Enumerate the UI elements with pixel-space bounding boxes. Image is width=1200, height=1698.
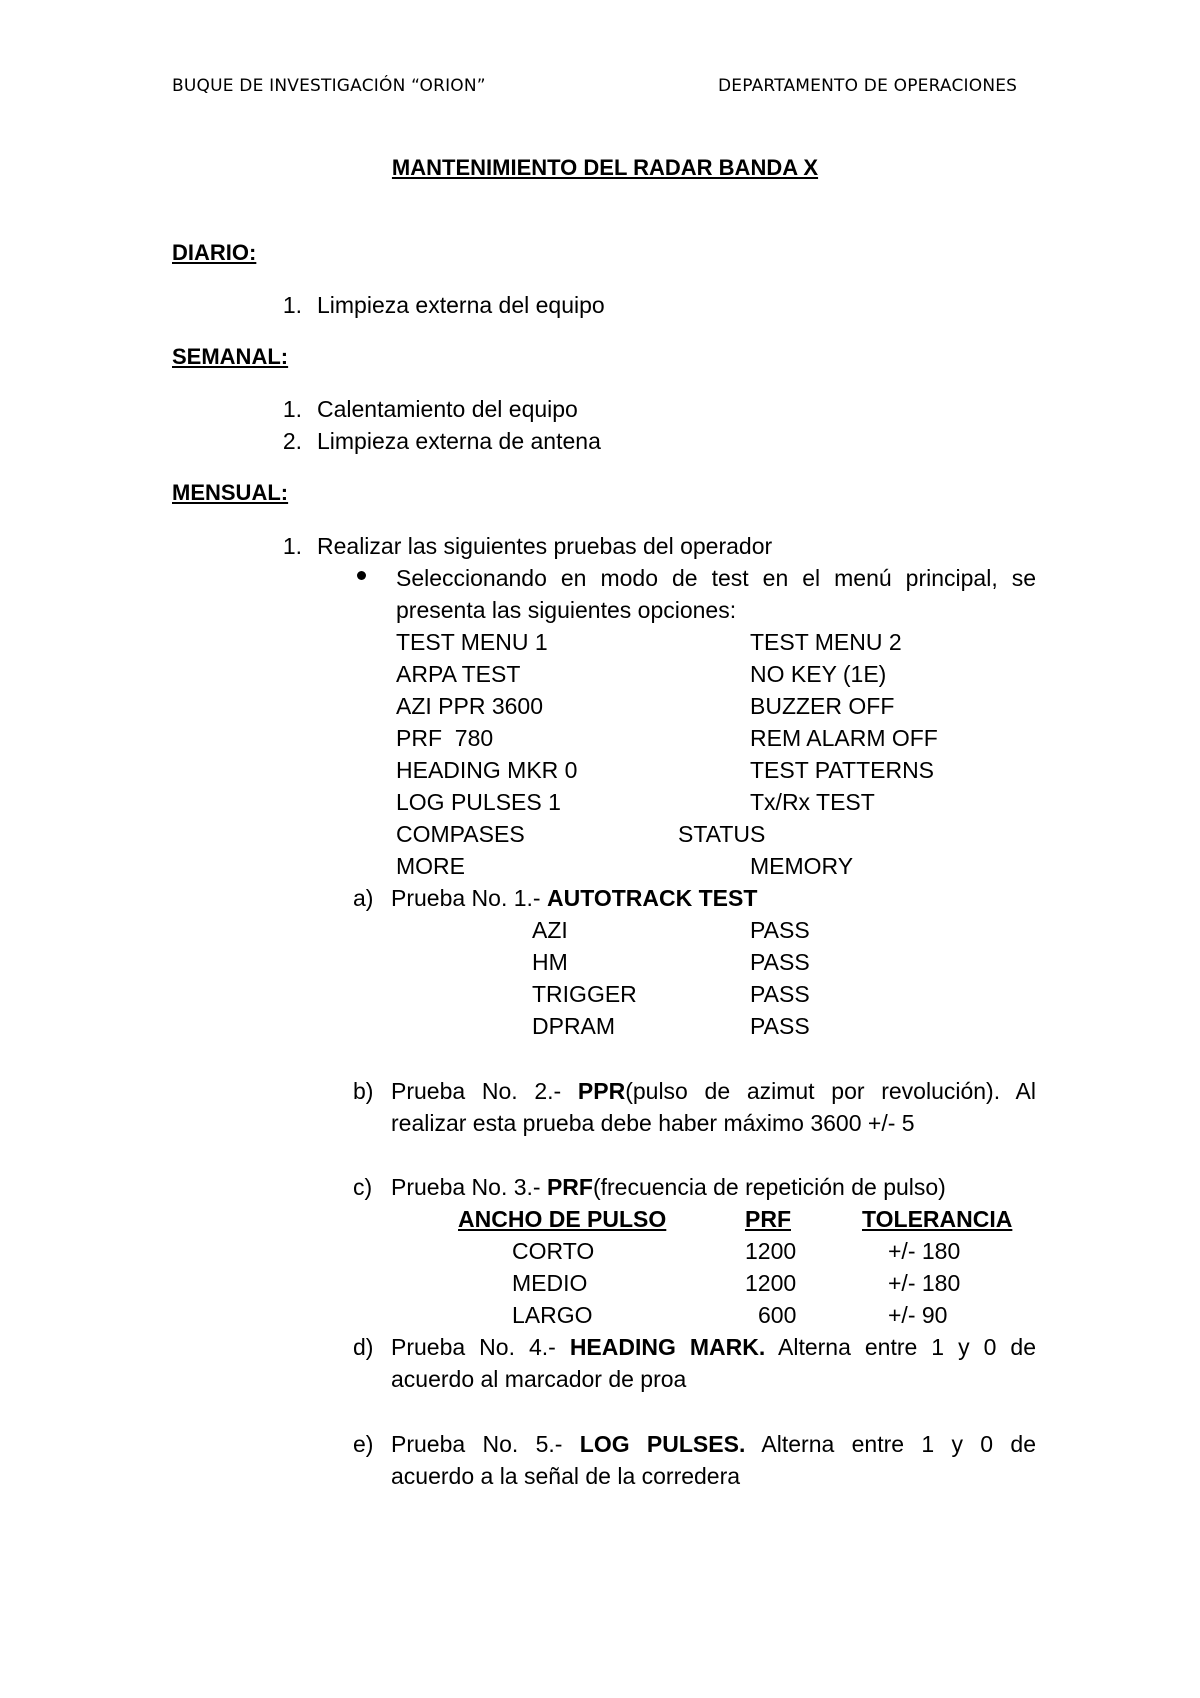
menu-option: BUZZER OFF — [750, 693, 895, 719]
test-e-name: LOG PULSES. — [579, 1431, 746, 1457]
menu-option: TEST MENU 1 — [396, 629, 548, 655]
table-cell: 1200 — [745, 1238, 797, 1264]
list-number: 2. — [282, 428, 302, 454]
test-label: d) — [353, 1334, 374, 1360]
test-d-line2: acuerdo al marcador de proa — [391, 1366, 687, 1392]
test-a-line: Prueba No. 1.- AUTOTRACK TEST — [391, 885, 758, 911]
menu-option: ARPA TEST — [396, 661, 521, 687]
test-b-name: PPR — [577, 1078, 626, 1104]
list-item: Realizar las siguientes pruebas del operador — [317, 533, 773, 559]
list-item: Limpieza externa del equipo — [317, 292, 605, 318]
test-label: c) — [353, 1174, 373, 1200]
table-header: ANCHO DE PULSO — [458, 1206, 667, 1232]
bullet-icon — [357, 571, 366, 580]
test-b-line2: realizar esta prueba debe haber máximo 3600 +/- 5 — [391, 1110, 915, 1136]
menu-option: HEADING MKR 0 — [396, 757, 578, 783]
list-number: 1. — [282, 396, 302, 422]
test-e-line2: acuerdo a la señal de la corredera — [391, 1463, 741, 1489]
section-diario-heading: DIARIO: — [172, 240, 257, 265]
test-d-name: HEADING MARK. — [569, 1334, 766, 1360]
menu-option: AZI PPR 3600 — [396, 693, 544, 719]
result-name: HM — [532, 949, 568, 975]
table-cell: +/- 90 — [888, 1302, 948, 1328]
table-cell: CORTO — [512, 1238, 595, 1264]
test-label: b) — [353, 1078, 374, 1104]
list-item: Calentamiento del equipo — [317, 396, 578, 422]
menu-option: Tx/Rx TEST — [750, 789, 875, 815]
bullet-text-line1: Seleccionando en modo de test en el menú principal, se — [396, 565, 1036, 591]
result-name: AZI — [532, 917, 568, 943]
menu-option: LOG PULSES 1 — [396, 789, 561, 815]
table-header: PRF — [745, 1206, 791, 1232]
menu-option: MORE — [396, 853, 465, 879]
menu-option: MEMORY — [750, 853, 854, 879]
test-b-line1: Prueba No. 2.- PPR(pulso de azimut por revolución). Al — [391, 1078, 1036, 1104]
table-cell: MEDIO — [512, 1270, 588, 1296]
section-mensual-heading: MENSUAL: — [172, 480, 289, 505]
test-a-name: AUTOTRACK TEST — [546, 885, 758, 911]
result-value: PASS — [750, 981, 810, 1007]
list-number: 1. — [282, 533, 302, 559]
header-right: DEPARTAMENTO DE OPERACIONES — [718, 76, 1018, 96]
list-item: Limpieza externa de antena — [317, 428, 601, 454]
bullet-text-line2: presenta las siguientes opciones: — [396, 597, 737, 623]
menu-option: STATUS — [678, 821, 766, 847]
result-value: PASS — [750, 1013, 810, 1039]
section-semanal-heading: SEMANAL: — [172, 344, 289, 369]
menu-option: COMPASES — [396, 821, 525, 847]
menu-option: REM ALARM OFF — [750, 725, 938, 751]
test-d-line1: Prueba No. 4.- HEADING MARK. Alterna entre 1 y 0 de — [391, 1334, 1036, 1360]
table-cell: 1200 — [745, 1270, 797, 1296]
table-cell: +/- 180 — [888, 1270, 961, 1296]
menu-option: PRF 780 — [396, 725, 494, 751]
menu-option: TEST PATTERNS — [750, 757, 935, 783]
table-cell: 600 — [758, 1302, 797, 1328]
result-name: TRIGGER — [532, 981, 637, 1007]
result-value: PASS — [750, 949, 810, 975]
test-c-name: PRF — [546, 1174, 593, 1200]
table-cell: +/- 180 — [888, 1238, 961, 1264]
table-cell: LARGO — [512, 1302, 593, 1328]
test-c-line: Prueba No. 3.- PRF(frecuencia de repetición de pulso) — [391, 1174, 946, 1200]
table-header: TOLERANCIA — [862, 1206, 1013, 1232]
menu-option: NO KEY (1E) — [750, 661, 887, 687]
list-number: 1. — [282, 292, 302, 318]
result-name: DPRAM — [532, 1013, 616, 1039]
header-left: BUQUE DE INVESTIGACIÓN “ORION” — [172, 76, 486, 96]
page-title: MANTENIMIENTO DEL RADAR BANDA X — [391, 155, 819, 180]
test-e-line1: Prueba No. 5.- LOG PULSES. Alterna entre 1 y 0 de — [391, 1431, 1037, 1457]
menu-option: TEST MENU 2 — [750, 629, 902, 655]
test-label: a) — [353, 885, 374, 911]
test-label: e) — [353, 1431, 374, 1457]
result-value: PASS — [750, 917, 810, 943]
